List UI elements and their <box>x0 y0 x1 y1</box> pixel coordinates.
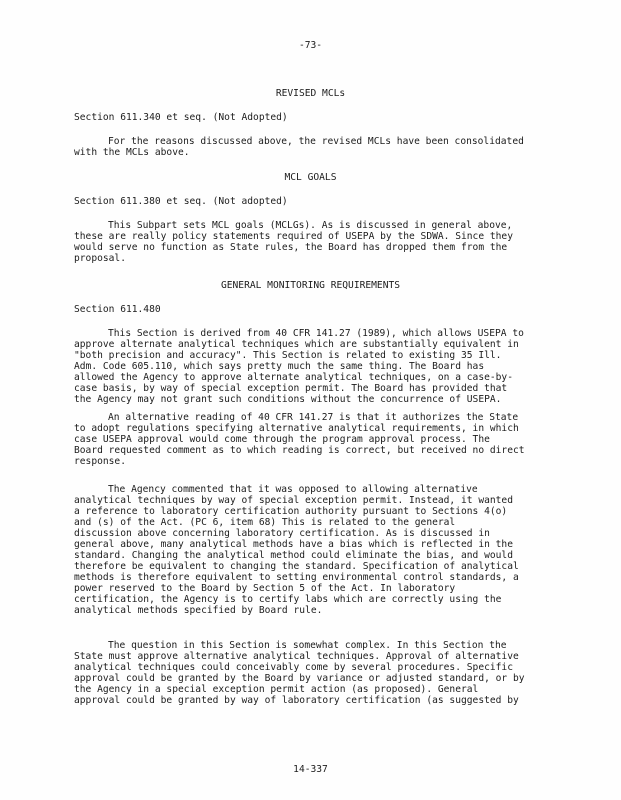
monitoring-paragraph-1 <box>74 328 554 405</box>
revised-mcls-section: Section 611.340 et seq. (Not Adopted) <box>74 112 288 123</box>
paragraph-line: allowed the Agency to approve alternate analytical techniques, on a case-by- <box>74 372 513 383</box>
paragraph-line: to adopt regulations specifying alternative analytical requirements, in which <box>74 423 519 434</box>
monitoring-paragraph-2 <box>74 412 554 467</box>
paragraph-line: with the MCLs above. <box>74 147 190 158</box>
paragraph-line: analytical techniques by way of special exception permit. Instead, it wanted <box>74 495 513 506</box>
paragraph-line: This Section is derived from 40 CFR 141.27 (1989), which allows USEPA to <box>108 328 524 339</box>
paragraph-line: and (s) of the Act. (PC 6, item 68) This is related to the general <box>74 517 456 528</box>
general-monitoring-heading: GENERAL MONITORING REQUIREMENTS <box>220 280 401 291</box>
general-monitoring-section: Section 611.480 <box>74 304 161 315</box>
paragraph-line: The question in this Section is somewhat complex. In this Section the <box>108 640 507 651</box>
page-number: -73- <box>298 40 323 51</box>
mcl-goals-section: Section 611.380 et seq. (Not adopted) <box>74 196 288 207</box>
paragraph-line: case USEPA approval would come through the program approval process. The <box>74 434 490 445</box>
paragraph-line: Board requested comment as to which reading is correct, but received no direct <box>74 445 525 456</box>
paragraph-line: a reference to laboratory certification authority pursuant to Sections 4(o) <box>74 506 508 517</box>
paragraph-line: The Agency commented that it was opposed to allowing alternative <box>108 484 478 495</box>
paragraph-line: An alternative reading of 40 CFR 141.27 is that it authorizes the State <box>108 412 519 423</box>
paragraph-line: certification, the Agency is to certify labs which are correctly using the <box>74 594 502 605</box>
paragraph-line: case basis, by way of special exception permit. The Board has provided that <box>74 383 508 394</box>
paragraph-line: these are really policy statements required of USEPA by the SDWA. Since they <box>74 231 513 242</box>
mcl-goals-paragraph <box>74 220 554 264</box>
paragraph-line: This Subpart sets MCL goals (MCLGs). As is discussed in general above, <box>108 220 513 231</box>
paragraph-line: would serve no function as State rules, the Board has dropped them from the <box>74 242 508 253</box>
paragraph-line: discussion above concerning laboratory certification. As is discussed in <box>74 528 490 539</box>
paragraph-line: approve alternate analytical techniques which are substantially equivalent in <box>74 339 519 350</box>
paragraph-line: the Agency in a special exception permit action (as proposed). General <box>74 684 479 695</box>
paragraph-line: Adm. Code 605.110, which says pretty much the same thing. The Board has <box>74 361 485 372</box>
paragraph-line: State must approve alternative analytical techniques. Approval of alternative <box>74 651 519 662</box>
monitoring-paragraph-4 <box>74 640 554 706</box>
mcl-goals-heading: MCL GOALS <box>284 172 337 183</box>
paragraph-line: power reserved to the Board by Section 5 of the Act. In laboratory <box>74 583 456 594</box>
page-footer: 14-337 <box>293 764 328 775</box>
paragraph-line: general above, many analytical methods have a bias which is reflected in the <box>74 539 513 550</box>
paragraph-line: analytical methods specified by Board rule. <box>74 605 323 616</box>
paragraph-line: standard. Changing the analytical method could eliminate the bias, and would <box>74 550 513 561</box>
revised-mcls-heading: REVISED MCLs <box>275 88 346 99</box>
paragraph-line: the Agency may not grant such conditions without the concurrence of USEPA. <box>74 394 502 405</box>
paragraph-line: response. <box>74 456 126 467</box>
paragraph-line: therefore be equivalent to changing the standard. Specification of analytical <box>74 561 519 572</box>
paragraph-line: methods is therefore equivalent to setting environmental control standards, a <box>74 572 519 583</box>
paragraph-line: analytical techniques could conceivably come by several procedures. Specific <box>74 662 513 673</box>
paragraph-line: approval could be granted by the Board by variance or adjusted standard, or by <box>74 673 525 684</box>
paragraph-line: approval could be granted by way of laboratory certification (as suggested by <box>74 695 519 706</box>
paragraph-line: For the reasons discussed above, the revised MCLs have been consolidated <box>108 136 524 147</box>
revised-mcls-paragraph <box>74 136 554 158</box>
monitoring-paragraph-3 <box>74 484 554 616</box>
paragraph-line: proposal. <box>74 253 126 264</box>
paragraph-line: "both precision and accuracy". This Section is related to existing 35 Ill. <box>74 350 502 361</box>
